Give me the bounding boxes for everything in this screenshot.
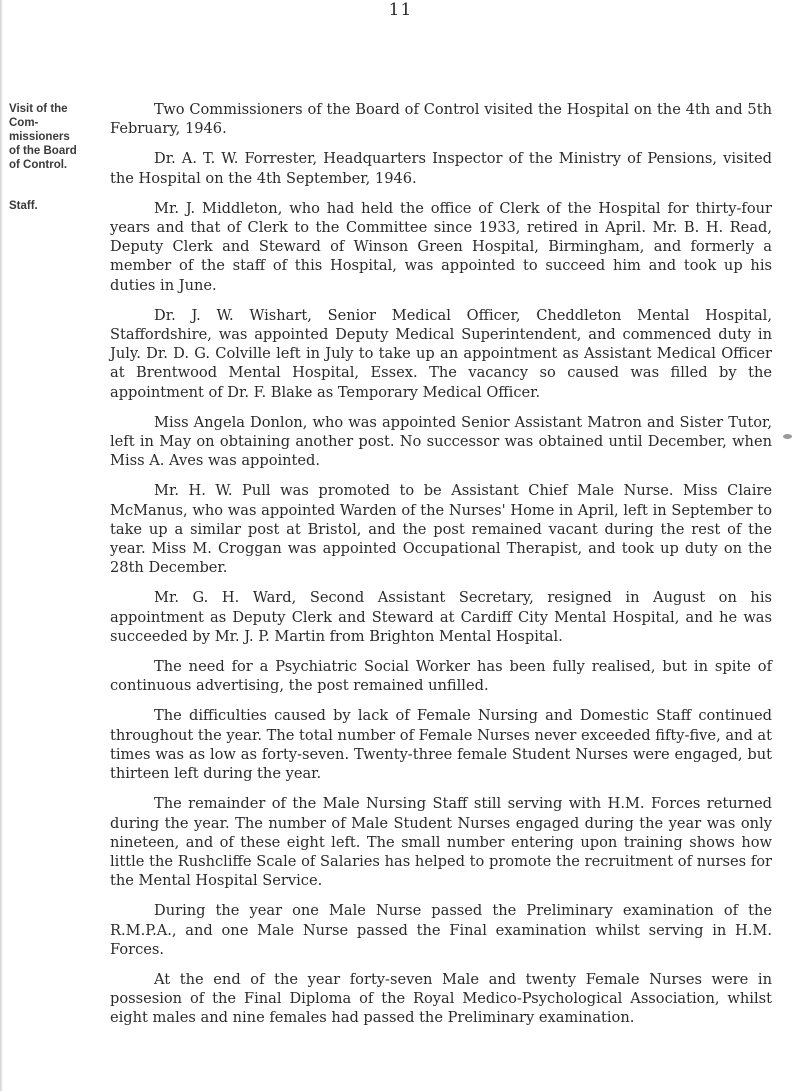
- paragraph-matron: Miss Angela Donlon, who was appointed Senior Assistant Matron and Sister Tutor, left in May on obtaining another post. No successor was obtained until December, when Miss A. Aves was appointed.: [110, 413, 772, 470]
- paragraph-nursing-appointments: Mr. H. W. Pull was promoted to be Assistant Chief Male Nurse. Miss Claire McManus, who was appointed Warden of the Nurses' Home in April, left in September to take up a similar post at Bristol, and the post remained vacant during the rest of the year. Miss M. Croggan was appointed Occupational Therapist, and took up duty on the 28th December.: [110, 482, 772, 577]
- side-note-staff: Staff.: [9, 200, 38, 212]
- paragraph-diplomas: At the end of the year forty-seven Male and twenty Female Nurses were in possesion of the Final Diploma of the Royal Medico-Psychological Association, whilst eight males and nine females had passed the Preliminary examination.: [110, 970, 772, 1027]
- paragraph-medical-officers: Dr. J. W. Wishart, Senior Medical Officer, Cheddleton Mental Hospital, Staffordshire, was appointed Deputy Medical Superintendent, and commenced duty in July. Dr. D. G. Colville left in July to take up an appointment as Assistant Medical Officer at Brentwood Mental Hospital, Essex. The vacancy so caused was filled by the appointment of Dr. F. Blake as Temporary Medical Officer.: [110, 306, 772, 401]
- paragraph-secretary: Mr. G. H. Ward, Second Assistant Secretary, resigned in August on his appointment as Deputy Clerk and Steward at Cardiff City Mental Hospital, and he was succeeded by Mr. J. P. Martin from Brighton Mental Hospital.: [110, 589, 772, 645]
- paragraph-inspector-visit: Dr. A. T. W. Forrester, Headquarters Inspector of the Ministry of Pensions, visited the Hospital on the 4th September, 1946.: [110, 150, 772, 187]
- paragraph-clerk-retirement: Mr. J. Middleton, who had held the office of Clerk of the Hospital for thirty-four years and that of Clerk to the Committee since 1933, retired in April. Mr. B. H. Read, Deputy Clerk and Steward of Winson Green Hospital, Birmingham, and formerly a member of the staff of this Hospital, was appointed to succeed him and took up his duties in June.: [110, 199, 772, 294]
- paragraph-examinations: During the year one Male Nurse passed the Preliminary examination of the R.M.P.A., and one Male Nurse passed the Final examination whilst serving in H.M. Forces.: [110, 902, 772, 958]
- body-text: [110, 100, 772, 1028]
- page-edge-shadow: [0, 0, 3, 1091]
- page-number: 11: [388, 0, 413, 20]
- paragraph-male-staff: The remainder of the Male Nursing Staff still serving with H.M. Forces returned during the year. The number of Male Student Nurses engaged during the year was only nineteen, and of these eight left. The small number entering upon training shows how little the Rushcliffe Scale of Salaries has helped to promote the recruitment of nurses for the Mental Hospital Service.: [110, 795, 772, 890]
- paper-speck: [783, 434, 792, 439]
- paragraph-commissioners-visit: Two Commissioners of the Board of Control visited the Hospital on the 4th and 5th February, 1946.: [110, 101, 772, 138]
- paragraph-social-worker: The need for a Psychiatric Social Worker has been fully realised, but in spite of continuous advertising, the post remained unfilled.: [110, 658, 772, 695]
- side-note-visit: Visit of the Com- missioners of the Board of Control.: [9, 103, 77, 171]
- paragraph-female-staff: The difficulties caused by lack of Female Nursing and Domestic Staff continued throughout the year. The total number of Female Nurses never exceeded fifty-five, and at times was as low as forty-seven. Twenty-three female Student Nurses were engaged, but thirteen left during the year.: [110, 707, 772, 783]
